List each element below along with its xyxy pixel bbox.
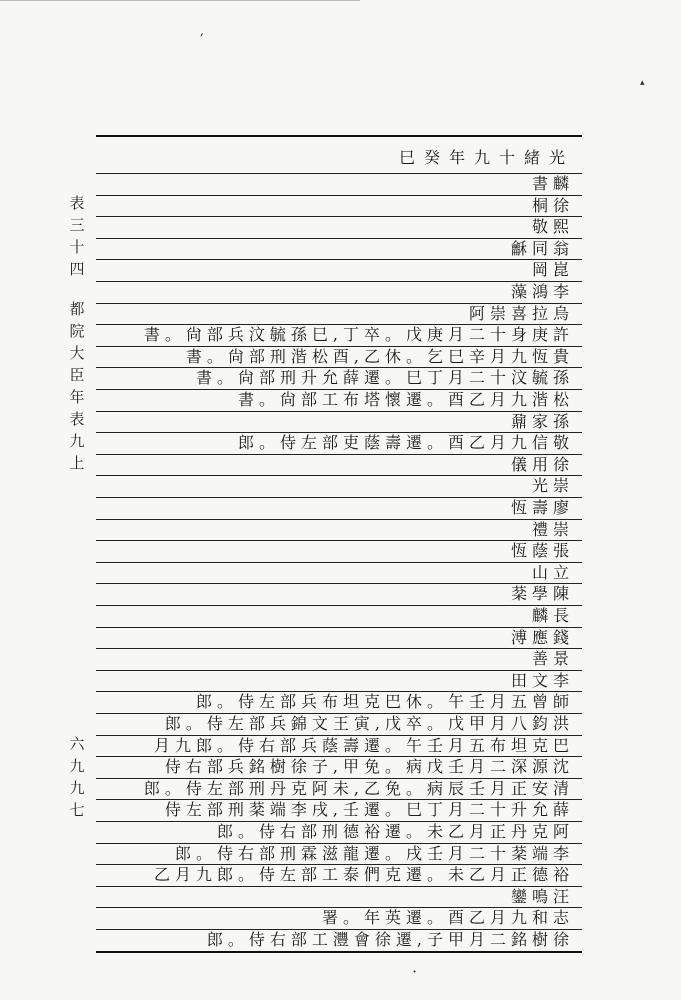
table-row: 恆蔭張 [510, 541, 574, 561]
row-rule [96, 454, 582, 455]
row-rule [96, 216, 582, 217]
table-row: 恆壽廖 [510, 498, 574, 517]
table-row: 書。尙部兵汶毓孫巳,丁卒。戊庚月二十身庚許 [143, 325, 574, 345]
table-row: 書麟 [531, 174, 574, 193]
margin-page-number [66, 733, 88, 821]
row-rule [96, 886, 582, 887]
table-row: 岡崑 [531, 260, 574, 280]
margin-char: 臣 [69, 366, 85, 384]
row-rule [96, 627, 582, 628]
margin-char: 表 [69, 194, 85, 212]
row-rule [96, 281, 582, 282]
scan-mark-top: ′ [200, 30, 204, 49]
row-rule [96, 173, 582, 174]
table-row: 月九郎。侍右部兵蔭壽遷。午壬月五布坦克巴 [153, 735, 574, 755]
margin-table-label [66, 192, 88, 280]
table-row: 書。尙部刑湝松酉,乙休。乞巳辛月九恆貴 [185, 346, 574, 366]
row-rule [96, 670, 582, 671]
table-row: 書。尙部工布塔懷遷。酉乙月九湝松 [237, 390, 574, 409]
margin-char: 表 [69, 410, 85, 428]
table-row: 棻學陳 [510, 584, 574, 604]
row-rule [96, 411, 582, 412]
table-row: 郎。侍右部工灃會徐遷,子甲月二銘樹徐 [206, 930, 574, 949]
table-row: 乙月九郎。侍左部工泰們克遷。未乙月正德裕 [153, 865, 574, 885]
table-row: 郎。侍左部刑丹克阿未,乙免。病辰壬月正安清 [143, 778, 574, 798]
margin-char: 九 [69, 757, 85, 775]
table-row: 郎。侍右部刑霖滋龍遷。戌壬月二十棻端李 [174, 843, 574, 863]
margin-char: 七 [69, 801, 85, 819]
row-rule [96, 648, 582, 649]
margin-char: 大 [69, 344, 85, 362]
row-rule [96, 259, 582, 260]
table-row: 龢同翁 [510, 238, 574, 258]
table-row: 侍左部刑棻端李戌,壬遷。巳丁月二十升允薛 [164, 800, 574, 820]
table-header: 巳癸年九十緒光 [398, 148, 574, 167]
table-row: 鑾鳴汪 [510, 886, 574, 906]
margin-char: 九 [69, 779, 85, 797]
table-row: 儀用徐 [510, 454, 574, 474]
table-row: 藻鴻李 [510, 282, 574, 301]
row-rule [96, 583, 582, 584]
ministers-table [96, 135, 582, 949]
row-rule [96, 238, 582, 239]
table-row: 田文李 [510, 670, 574, 690]
table-row: 光崇 [531, 476, 574, 496]
margin-char: 九 [69, 432, 85, 450]
row-rule [96, 497, 582, 498]
table-row: 侍右部兵銘樹徐子,甲免。病戊壬月二深源沈 [164, 757, 574, 777]
scan-edge-line [0, 0, 360, 1]
table-row: 書。尙部刑升允薛遷。巳丁月二十汶毓孫 [195, 368, 574, 388]
margin-char: 三 [69, 216, 85, 234]
margin-char: 六 [69, 735, 85, 753]
row-rule [96, 519, 582, 520]
margin-char: 院 [69, 322, 85, 340]
margin-char: 都 [69, 300, 85, 318]
row-rule [96, 951, 582, 953]
table-row: 麟長 [531, 606, 574, 625]
table-row: 署。年英遷。酉乙月九和志 [321, 908, 574, 928]
row-rule [96, 562, 582, 563]
margin-char: 四 [69, 260, 85, 278]
row-rule [96, 195, 582, 196]
margin-book-title [66, 298, 88, 474]
table-row: 山立 [531, 562, 574, 582]
table-row: 禮崇 [531, 519, 574, 539]
table-row: 郎。侍右部刑德裕遷。未乙月正丹克阿 [216, 822, 574, 841]
table-row: 敬熙 [531, 217, 574, 237]
table-row: 溥應錢 [510, 627, 574, 647]
row-rule [96, 135, 582, 137]
row-rule [96, 605, 582, 606]
scan-mark-bottom: · [412, 962, 418, 981]
table-row: 阿崇喜拉烏 [468, 303, 574, 323]
row-rule [96, 475, 582, 476]
table-row: 鼐家孫 [510, 411, 574, 431]
table-row: 桐徐 [531, 195, 574, 215]
table-row: 善景 [531, 649, 574, 669]
scan-mark-right: ▴ [640, 78, 645, 88]
margin-char: 十 [69, 238, 85, 256]
margin-char: 上 [69, 454, 85, 472]
table-row: 郎。侍左部吏蔭壽遷。酉乙月九信敬 [237, 433, 574, 453]
margin-char: 年 [69, 388, 85, 406]
table-row: 郎。侍左部兵布坦克巴休。午壬月五曾師 [195, 692, 574, 712]
row-rule [96, 540, 582, 541]
table-row: 郎。侍左部兵錦文王寅,戊卒。戊甲月八鈞洪 [164, 714, 574, 733]
